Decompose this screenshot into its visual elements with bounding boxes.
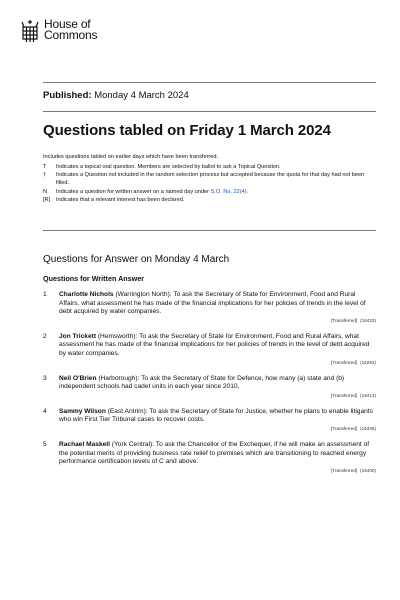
question-item [43, 291, 376, 324]
question-item [43, 333, 376, 366]
legend-text: Indicates that a relevant interest has been declared. [56, 196, 185, 203]
published-label: Published: [43, 90, 92, 101]
constituency: (Hemsworth): [97, 332, 138, 340]
transferred-tag: [Transferred] [331, 392, 358, 398]
question-id: (16423) [360, 317, 376, 323]
question-body [59, 375, 376, 399]
member-name: Jon Trickett [59, 332, 97, 340]
question-body [59, 333, 376, 366]
logo-wordmark [44, 19, 97, 41]
logo-line-2: Commons [44, 28, 98, 42]
question-body [59, 441, 376, 474]
question-item [43, 375, 376, 399]
legend-text: Indicates a topical oral question. Members are selected by ballot to ask a Topical Question. [56, 164, 281, 170]
transferred-tag: [Transferred] [331, 425, 358, 431]
question-number: 2 [43, 332, 47, 340]
legend-item [43, 171, 373, 187]
question-item [43, 408, 376, 432]
subsection-title: Questions for Written Answer [43, 274, 145, 283]
section-title: Questions for Answer on Monday 4 March [43, 254, 230, 265]
question-id: (16400) [360, 467, 376, 473]
question-reference [59, 392, 376, 399]
legend-symbol: [R] [43, 196, 51, 203]
question-text: To ask the Secretary of State for Defence, how many (a) state and (b) independent schools had cadet units in each year since 2010. [59, 374, 345, 391]
question-item [43, 441, 376, 474]
member-name: Neil O'Brien [59, 374, 97, 382]
question-number: 3 [43, 374, 47, 382]
intro-text: Includes questions tabled on earlier days which have been transferred. [43, 154, 219, 160]
question-reference [59, 425, 376, 432]
legend-text [56, 188, 373, 196]
member-name: Charlotte Nichols [59, 291, 114, 298]
question-reference [59, 317, 376, 324]
question-reference [59, 359, 376, 366]
question-id: (16283) [360, 359, 376, 365]
legend-symbol: T [43, 164, 47, 170]
question-text: To ask the Chancellor of the Exchequer, if he will make an assessment of the potential merits of providing business rate relief to premises which are transitioning to reached energy performance certification levels of C and above. [59, 440, 370, 466]
legend-symbol: N [43, 188, 48, 195]
question-reference [59, 467, 376, 474]
constituency: (Warrington North): [115, 291, 172, 298]
member-name: Sammy Wilson [59, 407, 106, 415]
divider-lower [43, 230, 376, 231]
legend [43, 163, 373, 204]
question-list [43, 291, 376, 483]
page-title: Questions tabled on Friday 1 March 2024 [43, 122, 331, 139]
question-body [59, 291, 376, 324]
legend-text-end: . [246, 188, 249, 195]
question-body [59, 408, 376, 432]
legend-item [43, 163, 373, 171]
member-name: Rachael Maskell [59, 440, 110, 448]
constituency: (East Antrim): [107, 407, 148, 415]
question-text: To ask the Secretary of State for Environment, Food and Rural Affairs, what assessment he has made of the financial implications for her policies of trends in the level of debt acquired by water companies. [59, 291, 366, 316]
question-text: To ask the Secretary of State for Justice, whether he plans to enable litigants who win First Tier Tribunal cases to recover costs. [59, 407, 373, 424]
divider-middle [43, 111, 376, 112]
divider-top [43, 82, 376, 83]
portcullis-icon [20, 19, 40, 45]
legend-text: Indicates a Question not included in the random selection process but accepted because the quota for that day had not been filled. [56, 172, 365, 187]
question-id: (16336) [360, 425, 376, 431]
question-number: 4 [43, 407, 47, 415]
legend-symbol: † [43, 172, 47, 179]
transferred-tag: [Transferred] [331, 317, 358, 323]
constituency: (York Central): [111, 440, 155, 448]
question-id: (16413) [360, 392, 376, 398]
question-number: 1 [43, 291, 47, 298]
published-line [43, 90, 189, 101]
transferred-tag: [Transferred] [331, 359, 358, 365]
legend-text-part: Indicates a question for written answer on a named day under [56, 188, 211, 195]
published-date: Monday 4 March 2024 [94, 90, 189, 101]
house-of-commons-logo [20, 19, 97, 45]
logo-line-1: House of [44, 17, 91, 31]
constituency: (Harborough): [98, 374, 140, 382]
transferred-tag: [Transferred] [331, 467, 358, 473]
legend-item [43, 196, 373, 204]
standing-order-link[interactable]: S.O. No. 22(4) [210, 188, 247, 195]
legend-item [43, 188, 373, 196]
question-number: 5 [43, 440, 47, 448]
question-text: To ask the Secretary of State for Environment, Food and Rural Affairs, what assessment he has made of the financial implications for her policies of trends in the level of debt acquired by water companies. [59, 332, 370, 357]
